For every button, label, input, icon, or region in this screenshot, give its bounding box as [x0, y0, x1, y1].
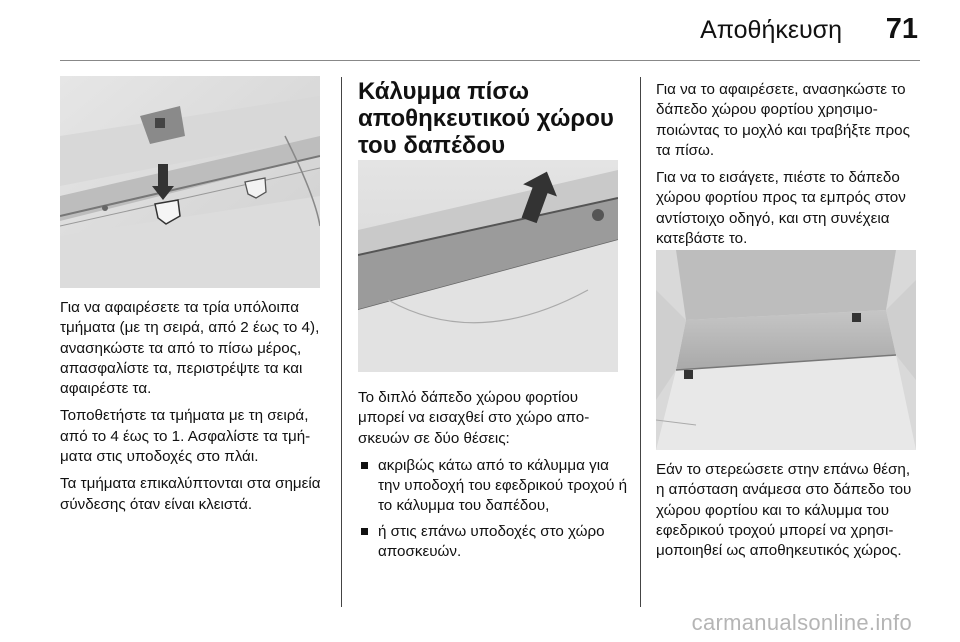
- paragraph: Εάν το στερεώσετε στην επάνω θέση, η απόσταση ανάμεσα στο δάπεδο του χώρου φορτίου και το κάλυμμα του εφεδρικού τροχού μπορεί να χρησιμοποιηθεί ως αποθηκευτικός χώρος.: [656, 461, 912, 560]
- list-item: ή στις επάνω υποδοχές στο χώρο αποσκευών.: [358, 522, 628, 563]
- column-3-text-bottom: [656, 460, 922, 568]
- header-rule: [60, 60, 920, 61]
- page-header-title: Αποθήκευση: [700, 16, 842, 44]
- paragraph: Για να το εισάγετε, πιέστε το δάπεδο χώρου φορτίου προς τα εμπρός στον αντίστοιχο οδηγό, και στη συνέχεια κατεβάστε το.: [656, 169, 906, 248]
- watermark: carmanualsonline.info: [691, 610, 912, 635]
- column-2-text: [358, 388, 628, 567]
- paragraph: Τοποθετήστε τα τμήματα με τη σειρά, από το 4 έως το 1. Ασφαλίστε τα τμήματα στις υποδοχές στο πλάι.: [60, 407, 311, 466]
- floor-cover-lift-illustration: [358, 160, 618, 372]
- paragraph: Για να το αφαιρέσετε, ανασηκώστε το δάπεδο χώρου φορτίου χρησιμοποιώντας το μοχλό και τραβήξτε προς τα πίσω.: [656, 81, 910, 159]
- column-divider-2: [640, 77, 641, 607]
- paragraph: Για να αφαιρέσετε τα τρία υπόλοιπα τμήματα (με τη σειρά, από 2 έως το 4), ανασηκώστε τα από το πίσω μέρος, απασφαλίστε τα, περιστρέψτε τα και αφαιρέστε τα.: [60, 299, 320, 398]
- cover-segments-illustration: [60, 76, 320, 288]
- cargo-floor-illustration: [656, 250, 916, 450]
- section-heading: Κάλυμμα πίσω αποθηκευτικού χώρου του δαπέδου: [358, 78, 614, 159]
- positions-list: [358, 456, 628, 562]
- page-number: 71: [885, 13, 918, 45]
- list-item: ακριβώς κάτω από το κάλυμμα για την υποδοχή του εφεδρικού τροχού ή το κάλυμμα του δαπέδου,: [358, 456, 628, 517]
- column-3-text-top: [656, 80, 922, 256]
- column-divider-1: [341, 77, 342, 607]
- paragraph: Τα τμήματα επικαλύπτονται στα σημεία σύνδεσης όταν είναι κλειστά.: [60, 475, 321, 513]
- paragraph: Το διπλό δάπεδο χώρου φορτίου μπορεί να εισαχθεί στο χώρο αποσκευών σε δύο θέσεις:: [358, 389, 590, 447]
- column-1-text: [60, 298, 330, 522]
